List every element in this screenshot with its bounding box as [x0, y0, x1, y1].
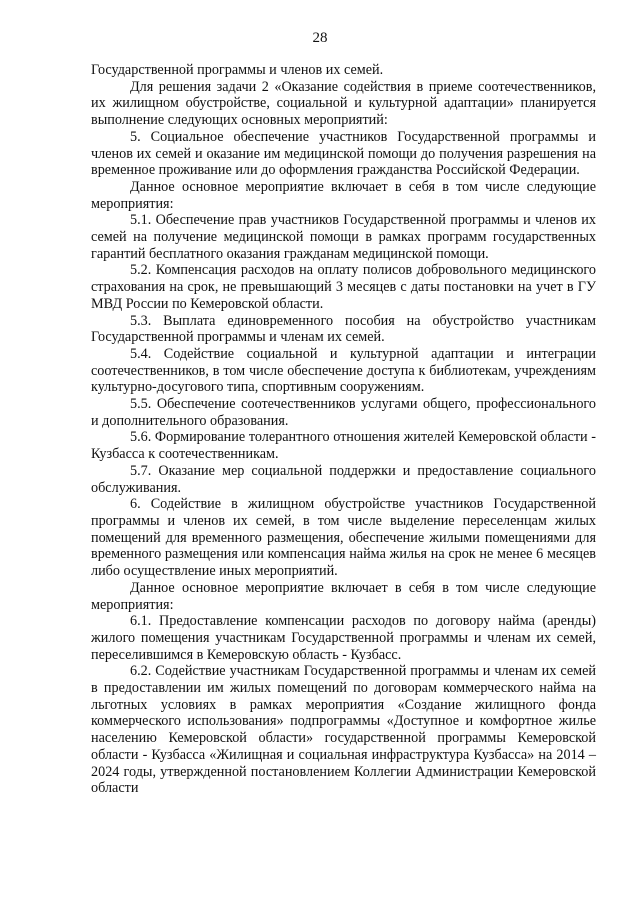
paragraph-measure-5-3: 5.3. Выплата единовременного пособия на обустройство участникам Государственной программы и членам их семей. — [91, 312, 596, 346]
paragraph-measure-5-includes: Данное основное мероприятие включает в себя в том числе следующие мероприятия: — [91, 178, 596, 212]
page-number: 28 — [312, 30, 328, 46]
paragraph-task-2-intro: Для решения задачи 2 «Оказание содействия в приеме соотечественников, их жилищном обустройстве, социальной и культурной адаптации» планируется выполнение следующих основных мероприятий: — [91, 78, 596, 129]
paragraph-measure-5-2: 5.2. Компенсация расходов на оплату полисов добровольного медицинского страхования на срок, не превышающий 3 месяцев с даты постановки на учет в ГУ МВД России по Кемеровской области. — [91, 262, 596, 312]
paragraph-measure-5-6: 5.6. Формирование толерантного отношения жителей Кемеровской области - Кузбасса к соотечественникам. — [91, 429, 596, 463]
paragraph-measure-5-7: 5.7. Оказание мер социальной поддержки и предоставление социального обслуживания. — [91, 462, 596, 496]
paragraph-measure-5-5: 5.5. Обеспечение соотечественников услугами общего, профессионального и дополнительного образования. — [91, 396, 596, 429]
paragraph-measure-6: 6. Содействие в жилищном обустройстве участников Государственной программы и членов их семей, в том числе выделение переселенцам жилых помещений для временного размещения, обеспечение жилыми помещениями для временного размещения или компенсация найма жилья на срок не менее 6 месяцев либо осуществление иных мероприятий. — [91, 496, 596, 580]
paragraph-continuation: Государственной программы и членов их семей. — [91, 62, 384, 78]
paragraph-measure-5: 5. Социальное обеспечение участников Государственной программы и членов их семей и оказание им медицинской помощи до получения разрешения на временное проживание или до оформления гражданства Российской Федерации. — [91, 128, 596, 179]
paragraph-measure-6-includes: Данное основное мероприятие включает в себя в том числе следующие мероприятия: — [91, 579, 596, 613]
paragraph-measure-5-1: 5.1. Обеспечение прав участников Государственной программы и членов их семей на получение медицинской помощи в рамках программ государственных гарантий бесплатного оказания гражданам медицинской помощи. — [91, 212, 596, 262]
document-body — [91, 62, 596, 797]
paragraph-measure-5-4: 5.4. Содействие социальной и культурной адаптации и интеграции соотечественников, в том числе обеспечение доступа к библиотекам, учреждениям культурно-досугового типа, спортивным сооружениям. — [91, 345, 596, 396]
paragraph-measure-6-1: 6.1. Предоставление компенсации расходов по договору найма (аренды) жилого помещения участникам Государственной программы и членам их семей, переселившимся в Кемеровскую область - Кузбасс. — [91, 613, 596, 663]
paragraph-measure-6-2: 6.2. Содействие участникам Государственной программы и членам их семей в предоставлении им жилых помещений по договорам коммерческого найма на льготных условиях в рамках мероприятия «Создание жилищного фонда коммерческого использования» подпрограммы «Доступное и комфортное жилье населению Кемеровской области» государственной программы Кемеровской области - Кузбасса «Жилищная и социальная инфраструктура Кузбасса» на 2014 – 2024 годы, утвержденной постановлением Коллегии Администрации Кемеровской области — [91, 663, 596, 797]
